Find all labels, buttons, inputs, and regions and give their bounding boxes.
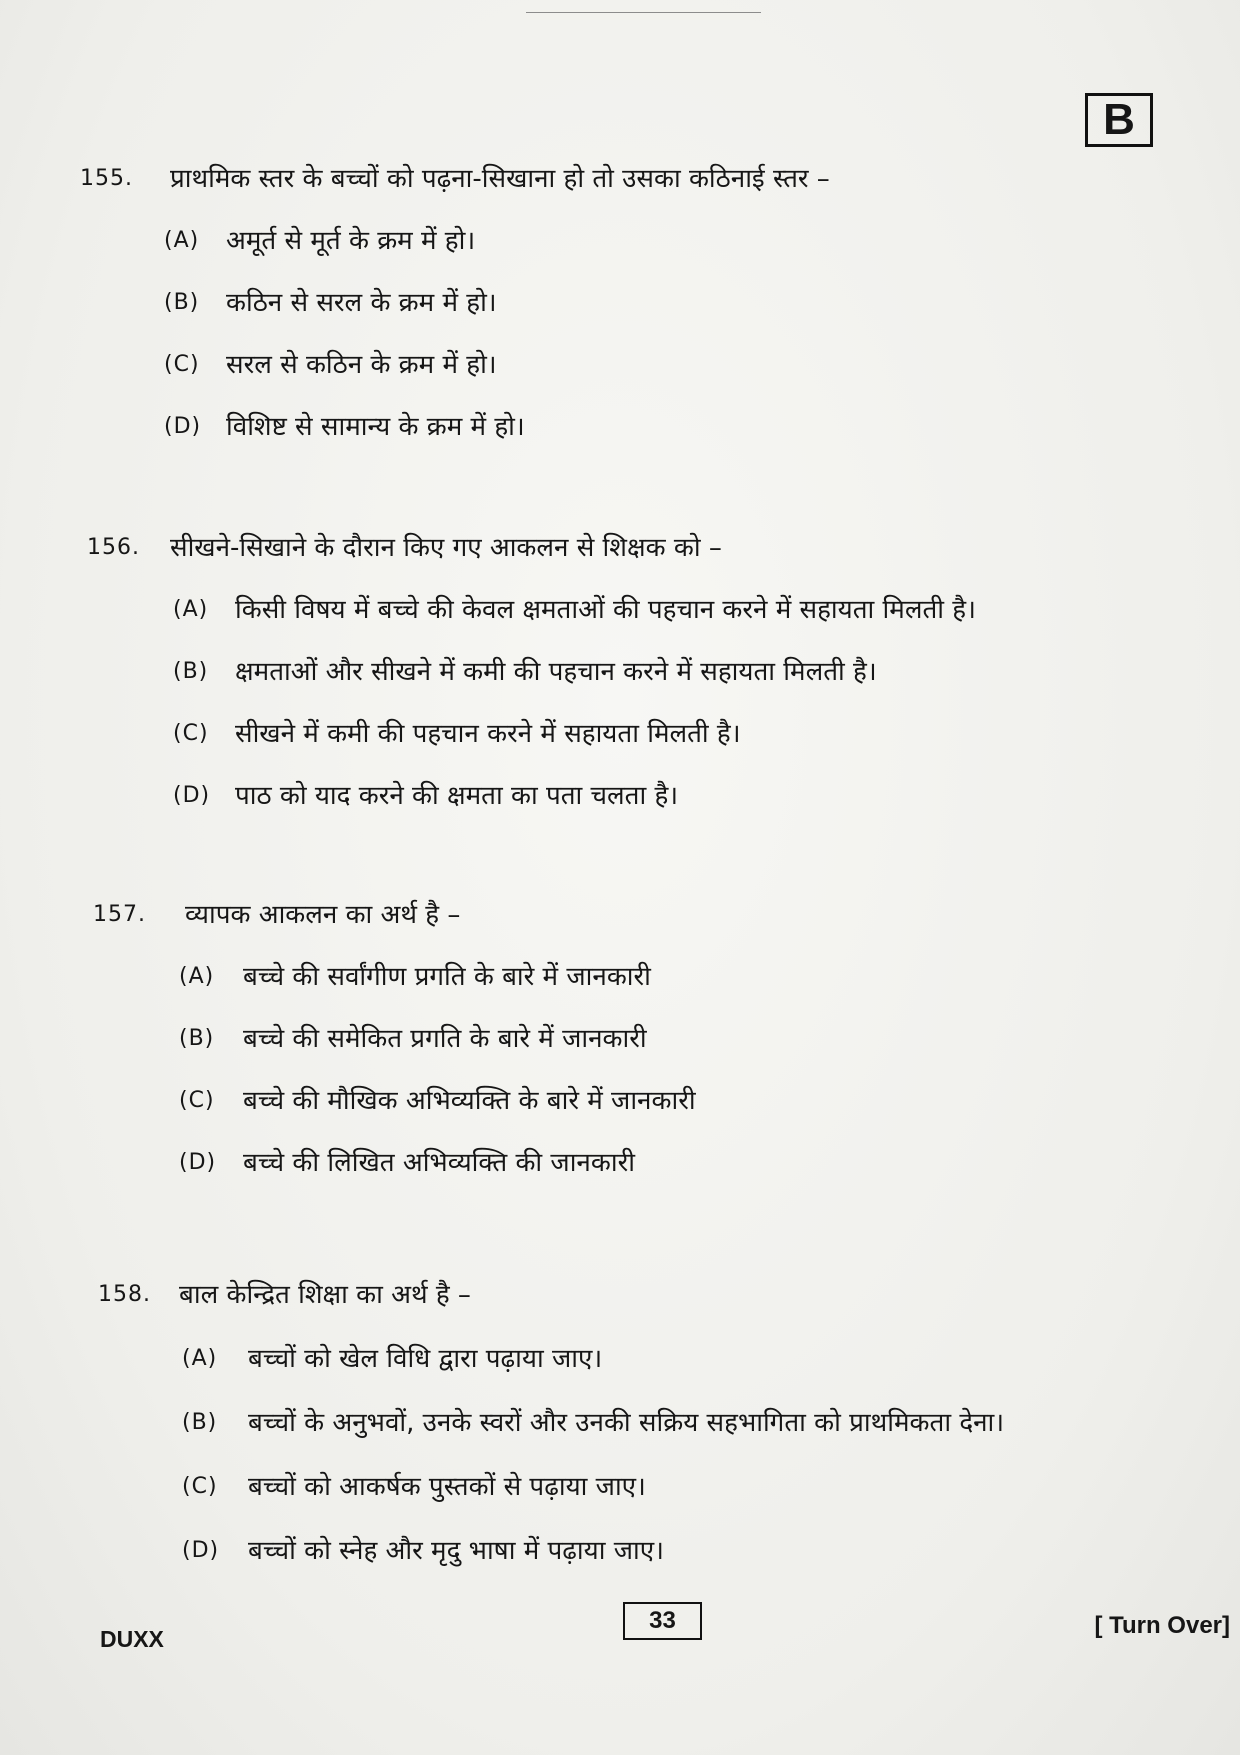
option-label: (A) (173, 597, 209, 622)
question-text: सीखने-सिखाने के दौरान किए गए आकलन से शिक्षक को – (170, 533, 722, 563)
option-label: (B) (182, 1410, 218, 1435)
option-c (87, 714, 1167, 776)
option-b (87, 652, 1167, 714)
option-label: (C) (173, 721, 209, 746)
option-b (80, 283, 1160, 345)
question-head (98, 1275, 1178, 1339)
option-text: विशिष्ट से सामान्य के क्रम में हो। (226, 412, 525, 442)
question-number: 156. (87, 535, 140, 560)
option-text: पाठ को याद करने की क्षमता का पता चलता है। (235, 781, 679, 811)
option-text: क्षमताओं और सीखने में कमी की पहचान करने में सहायता मिलती है। (235, 657, 877, 687)
option-b (98, 1403, 1178, 1467)
option-label: (C) (182, 1474, 218, 1499)
option-a (80, 221, 1160, 283)
question-text: बाल केन्द्रित शिक्षा का अर्थ है – (179, 1280, 471, 1310)
option-label: (A) (164, 228, 200, 253)
option-text: बच्चे की लिखित अभिव्यक्ति की जानकारी (243, 1148, 635, 1178)
top-rule-divider (526, 12, 761, 13)
question-158 (98, 1275, 1178, 1595)
paper-code: DUXX (100, 1626, 164, 1652)
question-head (87, 528, 1167, 590)
option-d (80, 407, 1160, 469)
option-label: (C) (164, 352, 200, 377)
option-c (98, 1467, 1178, 1531)
option-label: (D) (179, 1150, 217, 1175)
question-head (93, 895, 1173, 957)
question-number: 157. (93, 902, 146, 927)
option-a (87, 590, 1167, 652)
option-label: (D) (182, 1538, 220, 1563)
option-text: बच्चों के अनुभवों, उनके स्वरों और उनकी सक्रिय सहभागिता को प्राथमिकता देना। (248, 1408, 1005, 1438)
option-c (93, 1081, 1173, 1143)
option-text: बच्चे की समेकित प्रगति के बारे में जानकारी (243, 1024, 647, 1054)
option-label: (B) (173, 659, 209, 684)
option-text: सरल से कठिन के क्रम में हो। (226, 350, 497, 380)
page-number: 33 (623, 1602, 702, 1640)
turn-over-note: [ Turn Over] (1094, 1612, 1230, 1639)
option-text: किसी विषय में बच्चे की केवल क्षमताओं की पहचान करने में सहायता मिलती है। (235, 595, 976, 625)
option-d (98, 1531, 1178, 1595)
option-label: (A) (179, 964, 215, 989)
option-text: बच्चों को खेल विधि द्वारा पढ़ाया जाए। (248, 1344, 603, 1374)
option-text: बच्चे की सर्वांगीण प्रगति के बारे में जानकारी (243, 962, 651, 992)
option-text: कठिन से सरल के क्रम में हो। (226, 288, 497, 318)
option-c (80, 345, 1160, 407)
option-text: बच्चों को आकर्षक पुस्तकों से पढ़ाया जाए। (248, 1472, 646, 1502)
question-155 (80, 159, 1160, 469)
option-a (93, 957, 1173, 1019)
option-b (93, 1019, 1173, 1081)
question-text: व्यापक आकलन का अर्थ है – (185, 900, 461, 930)
option-label: (D) (164, 414, 202, 439)
question-157 (93, 895, 1173, 1205)
question-text: प्राथमिक स्तर के बच्चों को पढ़ना-सिखाना हो तो उसका कठिनाई स्तर – (170, 164, 830, 194)
option-label: (A) (182, 1346, 218, 1371)
question-head (80, 159, 1160, 221)
option-text: सीखने में कमी की पहचान करने में सहायता मिलती है। (235, 719, 741, 749)
option-a (98, 1339, 1178, 1403)
option-d (87, 776, 1167, 838)
option-d (93, 1143, 1173, 1205)
question-number: 158. (98, 1282, 151, 1307)
question-156 (87, 528, 1167, 838)
question-number: 155. (80, 166, 133, 191)
option-text: बच्चों को स्नेह और मृदु भाषा में पढ़ाया जाए। (248, 1536, 664, 1566)
booklet-set-code: B (1085, 93, 1153, 147)
option-label: (D) (173, 783, 211, 808)
option-label: (B) (164, 290, 200, 315)
option-label: (B) (179, 1026, 215, 1051)
option-label: (C) (179, 1088, 215, 1113)
option-text: अमूर्त से मूर्त के क्रम में हो। (226, 226, 476, 256)
option-text: बच्चे की मौखिक अभिव्यक्ति के बारे में जानकारी (243, 1086, 696, 1116)
